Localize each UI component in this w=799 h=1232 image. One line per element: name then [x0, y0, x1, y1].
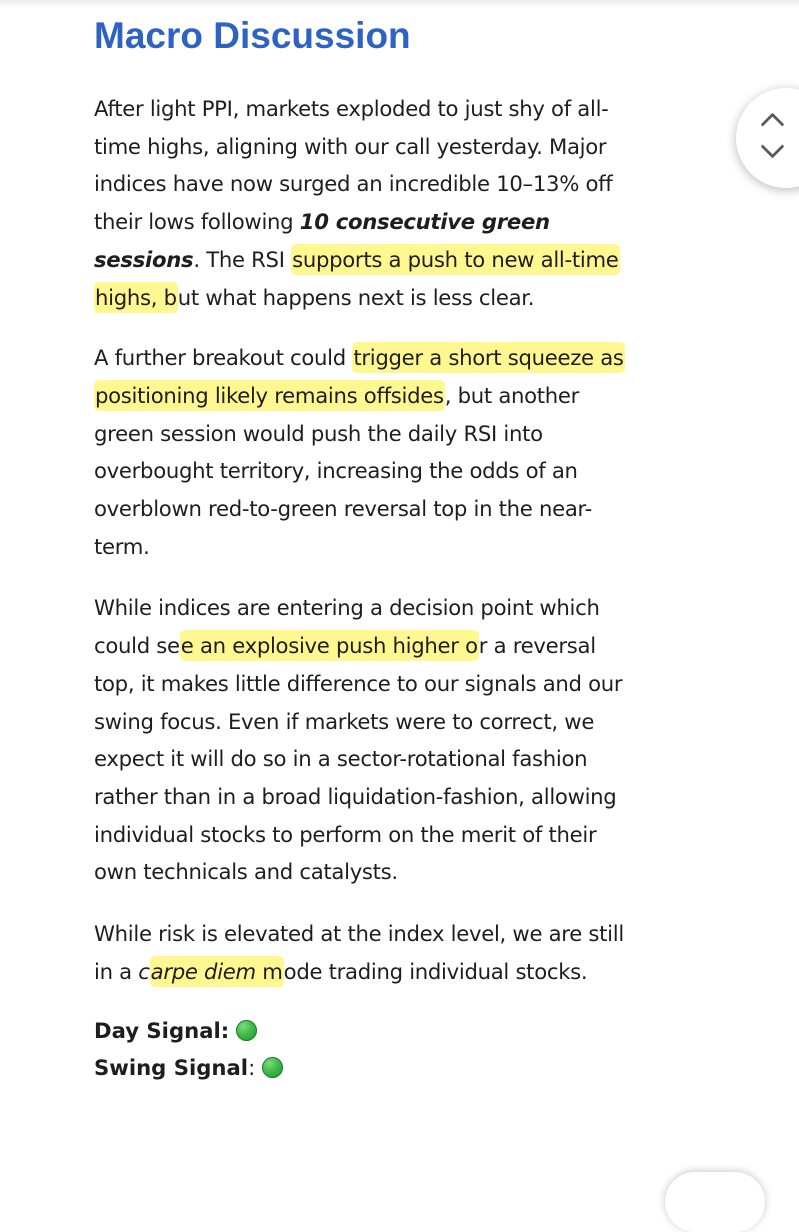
paragraph-3: [94, 589, 634, 891]
highlight-new-highs: supports a push to new all-time highs, b: [94, 244, 620, 313]
p2-text-c: , but another green session would push the daily RSI into overbought territory, increasing the odds of an overblown red-to-green reversal top in the near-term.: [94, 382, 592, 559]
paragraph-4: [94, 915, 634, 990]
p4-text-e: ode trading individual stocks.: [283, 958, 588, 984]
green-circle-icon: [262, 1057, 283, 1078]
p1-text-c: . The RSI: [193, 246, 292, 272]
paragraph-2: [94, 339, 634, 565]
signals-block: [94, 1012, 634, 1086]
green-circle-icon: [236, 1020, 257, 1041]
p4-italic-phrase: arpe diem: [150, 958, 256, 984]
article-body: [94, 14, 634, 1086]
p1-bold-phrase: 10 consecutive green sessions: [94, 209, 550, 272]
p4-italic-start: c: [138, 958, 150, 984]
swing-signal-row: [94, 1049, 634, 1086]
p2-text-a: A further breakout could: [94, 345, 353, 371]
p4-text-d: m: [255, 958, 283, 984]
p3-text-c: r a reversal top, it makes little difference to our signals and our swing focus. Even if markets were to correct, we expect it will do so in a sector-rotational fashion rather than in a broad liquidation-fashion, allowing individual stocks to perform on the merit of their own technicals and catalysts.: [94, 633, 623, 885]
highlight-explosive-push: e an explosive push higher o: [180, 630, 479, 661]
top-edge: [0, 0, 799, 8]
highlight-carpe-diem: [150, 956, 284, 987]
highlight-short-squeeze: trigger a short squeeze as positioning likely remains offsides: [94, 342, 625, 411]
day-signal-row: [94, 1012, 634, 1049]
page-title: Macro Discussion: [94, 15, 411, 56]
swing-signal-colon: :: [248, 1055, 256, 1081]
p1-text-e: ut what happens next is less clear.: [177, 284, 535, 310]
paragraph-1: [94, 90, 634, 316]
floating-action-button[interactable]: [665, 1172, 765, 1232]
day-signal-label: Day Signal:: [94, 1018, 230, 1044]
chevron-up-icon[interactable]: [760, 112, 784, 136]
chevron-down-icon[interactable]: [760, 134, 784, 158]
scroll-navigator[interactable]: [736, 88, 799, 188]
p4-text-a: While risk is elevated at the index level, we are still in a: [94, 921, 624, 984]
p3-text-a: While indices are entering a decision point which could se: [94, 595, 600, 659]
swing-signal-label: Swing Signal: [94, 1055, 249, 1081]
p1-text-a: After light PPI, markets exploded to just shy of all-time highs, aligning with our call yesterday. Major indices have now surged an incredible 10–13% off their lows following: [94, 96, 613, 235]
